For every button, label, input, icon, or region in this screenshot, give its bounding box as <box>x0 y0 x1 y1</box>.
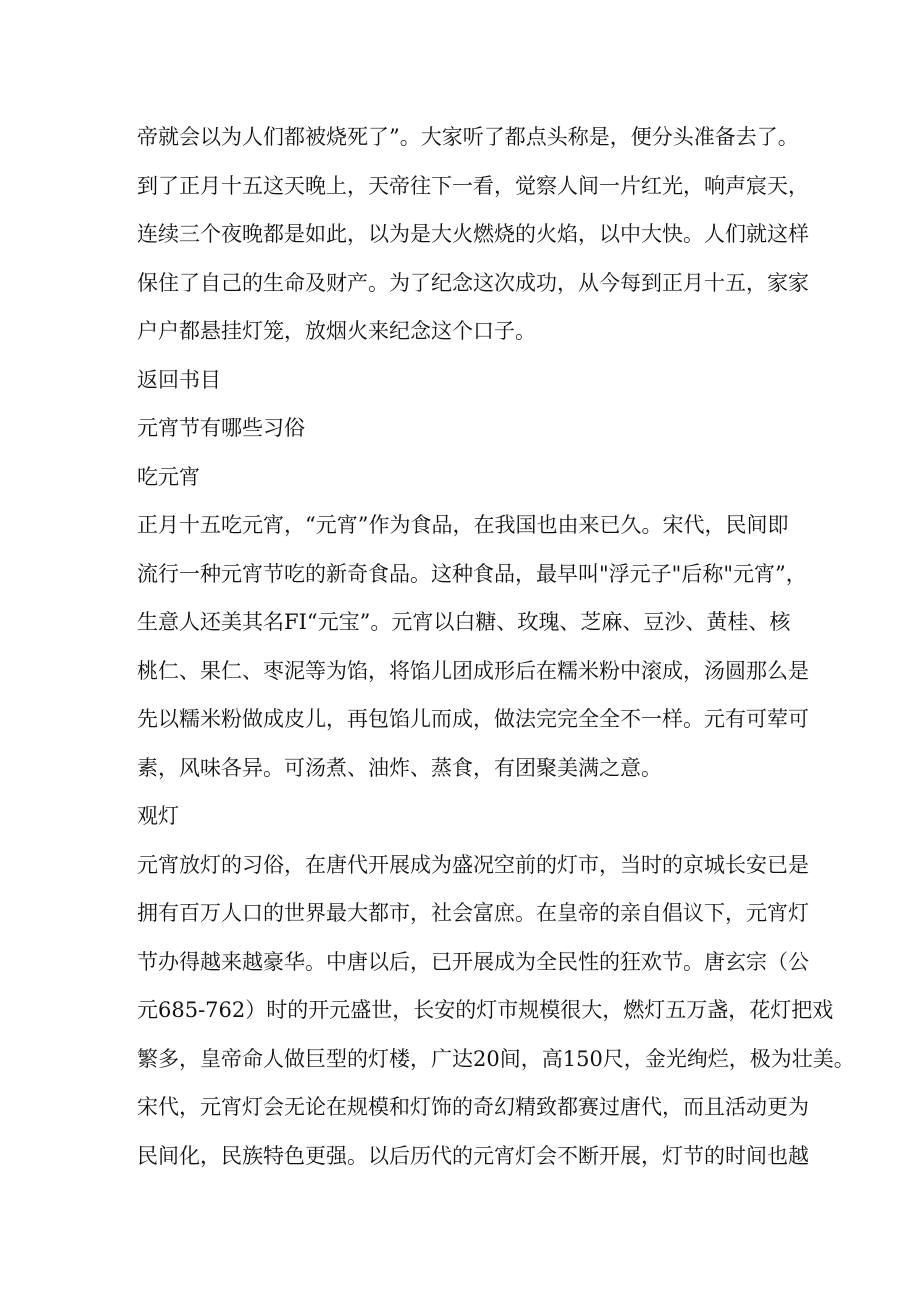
text-line: 生意人还美其名FI“元宝”。元宵以白糖、玫瑰、芝麻、豆沙、黄桂、核 <box>137 610 791 634</box>
text-line: 保住了自己的生命及财产。为了纪念这次成功，从今每到正月十五，家家 <box>137 270 809 295</box>
text-line: 节办得越来越豪华。中唐以后，已开展成为全民性的狂欢节。唐玄宗（公 <box>137 949 809 974</box>
text-line: 到了正月十五这天晚上，天帝往下一看，觉察人间一片红光，响声宸天， <box>137 173 809 198</box>
text-line: 户户都悬挂灯笼，放烟火来纪念这个口子。 <box>137 319 536 343</box>
text-line: 拥有百万人口的世界最大都市，社会富庶。在皇帝的亲自倡议下，元宵灯 <box>137 901 809 925</box>
text-line: 素，风味各异。可汤煮、油炸、蒸食，有团聚美满之意。 <box>137 755 662 780</box>
text-line: 吃元宵 <box>137 464 200 489</box>
body-text <box>137 113 855 1180</box>
text-line: 元宵放灯的习俗，在唐代开展成为盛况空前的灯市，当时的京城长安已是 <box>137 852 809 877</box>
text-line: 宋代，元宵灯会无论在规模和灯饰的奇幻精致都赛过唐代，而且活动更为 <box>137 1095 809 1119</box>
text-line: 正月十五吃元宵，“元宵”作为食品，在我国也由来已久。宋代，民间即 <box>137 513 789 537</box>
text-line: 民间化，民族特色更强。以后历代的元宵灯会不断开展，灯节的时间也越 <box>137 1143 809 1168</box>
text-line: 观灯 <box>137 804 179 828</box>
text-line: 元宵节有哪些习俗 <box>137 416 305 440</box>
text-line: 繁多，皇帝命人做巨型的灯楼，广达20间，高150尺，金光绚烂，极为壮美。 <box>137 1046 855 1071</box>
text-line: 流行一种元宵节吃的新奇食品。这种食品，最早叫"浮元子"后称"元宵”， <box>137 561 807 586</box>
text-line: 返回书目 <box>137 367 221 392</box>
text-line: 帝就会以为人们都被烧死了”。大家听了都点头称是，便分头准备去了。 <box>137 125 799 149</box>
text-line: 连续三个夜晚都是如此，以为是大火燃烧的火焰，以中大快。人们就这样 <box>137 222 809 246</box>
text-line: 元685-762）时的开元盛世，长安的灯市规模很大，燃灯五万盏，花灯把戏 <box>137 998 834 1022</box>
text-line: 先以糯米粉做成皮儿，再包馅儿而成，做法完完全全不一样。元有可荤可 <box>137 707 809 731</box>
text-line: 桃仁、果仁、枣泥等为馅，将馅儿团成形后在糯米粉中滚成，汤圆那么是 <box>137 658 809 683</box>
